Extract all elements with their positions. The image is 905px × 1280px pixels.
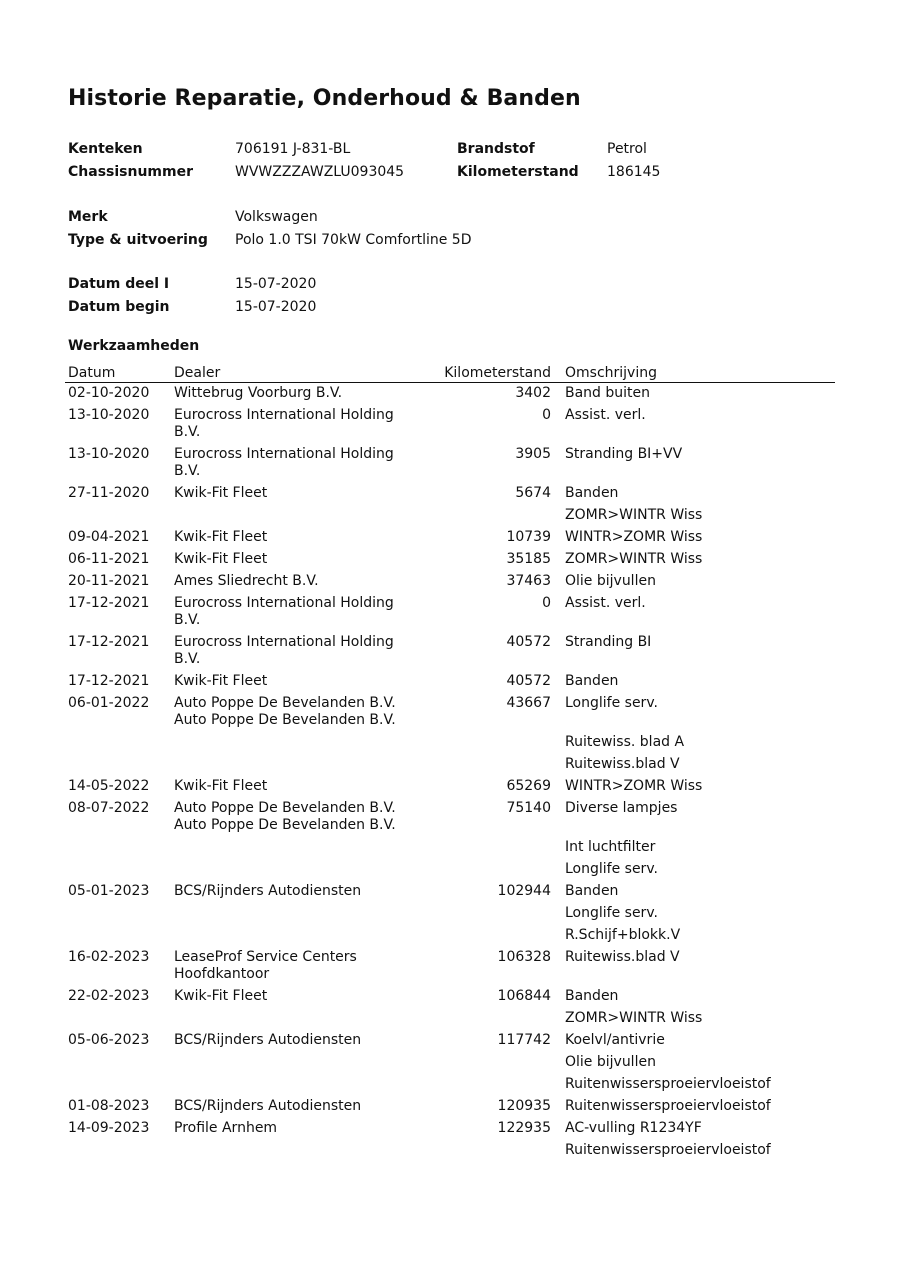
row-dealer: [174, 446, 419, 480]
row-kilometerstand: 40572: [506, 673, 551, 689]
row-dealer-line: Eurocross International Holding: [174, 595, 394, 611]
row-dealer-line: LeaseProf Service Centers: [174, 949, 357, 965]
row-dealer: [174, 695, 419, 729]
row-kilometerstand: 0: [542, 595, 551, 611]
row-date: 16-02-2023: [68, 949, 150, 965]
table-row: [0, 905, 905, 927]
column-header-datum: Datum: [68, 365, 116, 381]
info-row-type: [0, 230, 905, 250]
table-row: [0, 507, 905, 529]
info-row-datum-deel: [0, 274, 905, 294]
table-row: [0, 1076, 905, 1098]
table-row: [0, 573, 905, 595]
table-row: [0, 673, 905, 695]
row-dealer: [174, 800, 419, 834]
table-row: [0, 551, 905, 573]
row-date: 13-10-2020: [68, 407, 150, 423]
row-dealer: [174, 529, 419, 546]
merk-value: Volkswagen: [235, 209, 318, 225]
type-value: Polo 1.0 TSI 70kW Comfortline 5D: [235, 232, 472, 248]
row-dealer-line: Hoofdkantoor: [174, 966, 270, 982]
kilometerstand-value: 186145: [607, 164, 661, 180]
table-row: [0, 529, 905, 551]
brandstof-value: Petrol: [607, 141, 647, 157]
table-row: [0, 734, 905, 756]
row-dealer: [174, 778, 419, 795]
row-dealer-line: B.V.: [174, 463, 201, 479]
row-omschrijving: Ruitenwissersproeiervloeistof: [565, 1098, 771, 1114]
row-dealer-line: Eurocross International Holding: [174, 407, 394, 423]
brandstof-label: Brandstof: [457, 141, 535, 157]
page-title: Historie Reparatie, Onderhoud & Banden: [68, 86, 581, 111]
row-dealer-line: Ames Sliedrecht B.V.: [174, 573, 319, 589]
row-omschrijving: Banden: [565, 883, 619, 899]
table-row: [0, 839, 905, 861]
row-omschrijving: Band buiten: [565, 385, 651, 401]
row-dealer-line: Kwik-Fit Fleet: [174, 673, 268, 689]
row-omschrijving: Int luchtfilter: [565, 839, 656, 855]
row-omschrijving: Stranding BI+VV: [565, 446, 683, 462]
table-row: [0, 1120, 905, 1142]
table-header: [0, 363, 905, 383]
row-kilometerstand: 5674: [515, 485, 551, 501]
row-dealer-line: Kwik-Fit Fleet: [174, 529, 268, 545]
header-divider: [65, 382, 835, 383]
row-kilometerstand: 65269: [506, 778, 551, 794]
row-dealer-line: BCS/Rijnders Autodiensten: [174, 1032, 362, 1048]
row-dealer: [174, 1098, 419, 1115]
row-date: 14-05-2022: [68, 778, 150, 794]
row-dealer-line: B.V.: [174, 651, 201, 667]
row-dealer: [174, 1120, 419, 1137]
datum-begin-value: 15-07-2020: [235, 299, 317, 315]
row-dealer-line: Auto Poppe De Bevelanden B.V.: [174, 712, 396, 728]
row-omschrijving: Ruitewiss. blad A: [565, 734, 685, 750]
table-row: [0, 1032, 905, 1054]
table-row: [0, 1054, 905, 1076]
row-date: 17-12-2021: [68, 673, 150, 689]
row-dealer-line: Eurocross International Holding: [174, 634, 394, 650]
row-omschrijving: Banden: [565, 485, 619, 501]
row-date: 17-12-2021: [68, 595, 150, 611]
column-header-kilometerstand: Kilometerstand: [444, 365, 551, 381]
werkzaamheden-table: [0, 385, 905, 1164]
row-kilometerstand: 35185: [506, 551, 551, 567]
row-date: 14-09-2023: [68, 1120, 150, 1136]
info-row-chassis: [0, 162, 905, 182]
row-omschrijving: ZOMR>WINTR Wiss: [565, 1010, 703, 1026]
info-row-kenteken: [0, 139, 905, 159]
row-omschrijving: ZOMR>WINTR Wiss: [565, 507, 703, 523]
row-kilometerstand: 37463: [506, 573, 551, 589]
row-dealer-line: Auto Poppe De Bevelanden B.V.: [174, 817, 396, 833]
table-row: [0, 883, 905, 905]
row-date: 20-11-2021: [68, 573, 150, 589]
datum-deel-value: 15-07-2020: [235, 276, 317, 292]
row-dealer-line: B.V.: [174, 612, 201, 628]
row-omschrijving: AC-vulling R1234YF: [565, 1120, 702, 1136]
info-row-datum-begin: [0, 297, 905, 317]
row-dealer-line: Auto Poppe De Bevelanden B.V.: [174, 800, 396, 816]
row-dealer-line: B.V.: [174, 424, 201, 440]
row-dealer: [174, 883, 419, 900]
row-omschrijving: Stranding BI: [565, 634, 652, 650]
row-dealer: [174, 988, 419, 1005]
row-kilometerstand: 0: [542, 407, 551, 423]
row-kilometerstand: 40572: [506, 634, 551, 650]
row-omschrijving: Longlife serv.: [565, 905, 658, 921]
table-row: [0, 861, 905, 883]
table-row: [0, 1098, 905, 1120]
row-omschrijving: ZOMR>WINTR Wiss: [565, 551, 703, 567]
row-dealer-line: Auto Poppe De Bevelanden B.V.: [174, 695, 396, 711]
table-row: [0, 385, 905, 407]
row-omschrijving: Koelvl/antivrie: [565, 1032, 665, 1048]
row-dealer-line: Kwik-Fit Fleet: [174, 485, 268, 501]
row-dealer: [174, 949, 419, 983]
row-dealer: [174, 485, 419, 502]
row-kilometerstand: 117742: [497, 1032, 551, 1048]
table-row: [0, 446, 905, 485]
row-omschrijving: Olie bijvullen: [565, 573, 656, 589]
row-dealer-line: BCS/Rijnders Autodiensten: [174, 1098, 362, 1114]
row-omschrijving: Assist. verl.: [565, 407, 646, 423]
row-date: 05-06-2023: [68, 1032, 150, 1048]
datum-begin-label: Datum begin: [68, 299, 170, 315]
row-kilometerstand: 3402: [515, 385, 551, 401]
table-row: [0, 634, 905, 673]
column-header-omschrijving: Omschrijving: [565, 365, 657, 381]
info-row-merk: [0, 207, 905, 227]
row-omschrijving: Ruitewiss.blad V: [565, 756, 680, 772]
row-dealer-line: Kwik-Fit Fleet: [174, 988, 268, 1004]
type-label: Type & uitvoering: [68, 232, 208, 248]
row-date: 09-04-2021: [68, 529, 150, 545]
row-date: 06-11-2021: [68, 551, 150, 567]
kenteken-label: Kenteken: [68, 141, 143, 157]
row-omschrijving: Ruitewiss.blad V: [565, 949, 680, 965]
row-date: 05-01-2023: [68, 883, 150, 899]
row-kilometerstand: 102944: [497, 883, 551, 899]
row-omschrijving: Olie bijvullen: [565, 1054, 656, 1070]
row-dealer: [174, 407, 419, 441]
datum-deel-label: Datum deel I: [68, 276, 170, 292]
table-row: [0, 778, 905, 800]
row-date: 13-10-2020: [68, 446, 150, 462]
column-header-dealer: Dealer: [174, 365, 221, 381]
row-omschrijving: Longlife serv.: [565, 695, 658, 711]
row-dealer: [174, 385, 419, 402]
row-dealer: [174, 573, 419, 590]
table-row: [0, 1142, 905, 1164]
row-date: 27-11-2020: [68, 485, 150, 501]
row-omschrijving: WINTR>ZOMR Wiss: [565, 529, 703, 545]
row-dealer: [174, 551, 419, 568]
row-kilometerstand: 106328: [497, 949, 551, 965]
row-date: 02-10-2020: [68, 385, 150, 401]
row-kilometerstand: 10739: [506, 529, 551, 545]
row-omschrijving: R.Schijf+blokk.V: [565, 927, 681, 943]
merk-label: Merk: [68, 209, 108, 225]
row-omschrijving: Longlife serv.: [565, 861, 658, 877]
row-date: 17-12-2021: [68, 634, 150, 650]
row-dealer-line: BCS/Rijnders Autodiensten: [174, 883, 362, 899]
row-date: 01-08-2023: [68, 1098, 150, 1114]
werkzaamheden-heading: Werkzaamheden: [68, 338, 200, 354]
table-row: [0, 1010, 905, 1032]
kilometerstand-label: Kilometerstand: [457, 164, 579, 180]
row-kilometerstand: 75140: [506, 800, 551, 816]
row-date: 22-02-2023: [68, 988, 150, 1004]
row-date: 06-01-2022: [68, 695, 150, 711]
row-dealer: [174, 595, 419, 629]
row-dealer-line: Profile Arnhem: [174, 1120, 278, 1136]
kenteken-value: 706191 J-831-BL: [235, 141, 351, 157]
chassis-value: WVWZZZAWZLU093045: [235, 164, 405, 180]
chassis-label: Chassisnummer: [68, 164, 193, 180]
row-dealer-line: Kwik-Fit Fleet: [174, 551, 268, 567]
table-row: [0, 695, 905, 734]
row-dealer: [174, 1032, 419, 1049]
row-date: 08-07-2022: [68, 800, 150, 816]
table-row: [0, 485, 905, 507]
row-dealer-line: Eurocross International Holding: [174, 446, 394, 462]
row-omschrijving: WINTR>ZOMR Wiss: [565, 778, 703, 794]
row-kilometerstand: 106844: [497, 988, 551, 1004]
row-omschrijving: Banden: [565, 673, 619, 689]
row-dealer: [174, 673, 419, 690]
row-kilometerstand: 43667: [506, 695, 551, 711]
row-kilometerstand: 3905: [515, 446, 551, 462]
table-row: [0, 949, 905, 988]
table-row: [0, 407, 905, 446]
table-row: [0, 756, 905, 778]
row-omschrijving: Diverse lampjes: [565, 800, 678, 816]
row-dealer-line: Wittebrug Voorburg B.V.: [174, 385, 343, 401]
row-kilometerstand: 120935: [497, 1098, 551, 1114]
table-row: [0, 927, 905, 949]
row-omschrijving: Ruitenwissersproeiervloeistof: [565, 1142, 771, 1158]
table-row: [0, 988, 905, 1010]
row-dealer: [174, 634, 419, 668]
row-omschrijving: Ruitenwissersproeiervloeistof: [565, 1076, 771, 1092]
table-row: [0, 800, 905, 839]
row-omschrijving: Assist. verl.: [565, 595, 646, 611]
row-dealer-line: Kwik-Fit Fleet: [174, 778, 268, 794]
row-omschrijving: Banden: [565, 988, 619, 1004]
table-row: [0, 595, 905, 634]
row-kilometerstand: 122935: [497, 1120, 551, 1136]
